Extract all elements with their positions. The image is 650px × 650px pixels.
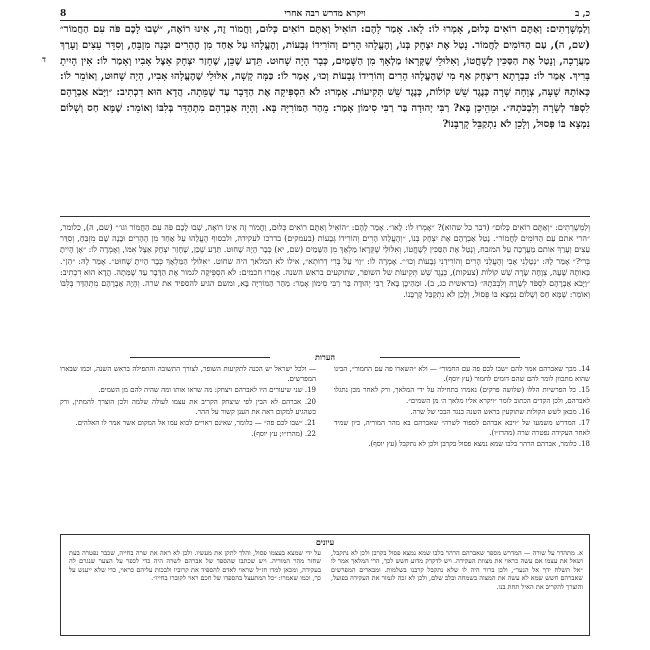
iyunim-paragraph: א. מתהדר על שורה — המדרש מספר שאברהם הרהר בלבו שמא נמצא פסול בקרבן ולכן לא נתקבל, ושאל את עצמו אם עשה כראוי את מצוות העקידה. ויש לדקדק מדוע חשש לכך, הרי המלאך אמר לו ״אל תשלח ידך אל הנער״, ולכן ברור היה לו שלא נתקבל קרבנו בשלמות. ומבארים המפרשים שאברהם חשש שמא לא עשה את המצוה בשמחה ובלב שלם, ולכן לא זכה לגמור את העקידה בפועל, והוצרך להקריב את האיל תחת בנו. (331, 549, 583, 591)
main-text-block (60, 22, 590, 133)
note-item: 16. מכאן לשש הקולות שתוקעין בראש השנה כנגד הבכי של שרה. (410, 407, 590, 416)
running-header (60, 8, 590, 21)
note-item: 14. מכך שאברהם אמר להם ״שבו לכם פה עם החמור״ — ולא ״השארו פה עם החמור״, הבינו שהוא מתכוון לומר להם שהם דומים לחמור (עץ יוסף). (334, 365, 590, 384)
notes-column-right (334, 364, 590, 451)
note-item: 21. ״שבו לכם פה״ — כלומר, שאינם ראויים לבוא עמו אל המקום אשר אמר לו האלהים. (75, 419, 316, 428)
commentary-paragraph: וְלַמְשָׁרְתִים: ״וְאַתֶּם רוֹאִים כְּלוּם״ (דבר כל שהוא)? ״אָמְרוּ לוֹ: לָאו״. אָמַר לָהֶם: ״הוֹאִיל וְאַתֶּם רוֹאִים כְּלוּם, וַחֲמוֹר זֶה אֵינוֹ רוֹאֶה, שְׁבוּ לָכֶם פֹּה עִם הַחֲמוֹר וגו׳״ (שם, ה), כלומר, ״הרי אתם עַם הַדּוֹמִים לַחֲמוֹר״. נָטַל אַבְרָהָם אֶת יִצְחָק בְּנוֹ, ״וְהֶעֱלָהוּ הָרִים וְהוֹרִידוֹ גְּבָעוֹת (בעמקים) בדרכו לעקידה, ולבסוף הֶעֱלָהוּ עַל אַחַד מִן הֶהָרִים וּבָנָה שָׁם מִזְבֵּחַ, וְסִדֵּר עֵצִים וְעָרַךְ אותם מַעֲרָכָה עַל המזבח, וְנָטַל אֶת הַסַּכִּין לְשָׁחֳטוֹ, וְאִלּוּלֵי שֶׁקְּרָאוֹ מַלְאָךְ מִן הַשָּׁמַיִם (שם, יא) כְּבָר הָיָה שָׁחוּט. תֵּדַע שֶׁכֵּן, שֶׁחָזַר יִצְחָק אֵצֶל אִמּוֹ, וְאָמְרָה לוֹ: ״אָן הָיִיתָ בְּרִי?״ אָמַר לָהּ: ״נְטָלַנִי אָבִי וְהֶעֱלַנִי הָרִים וְהוֹרִידַנִי גְּבָעוֹת וְכוּ׳״. אָמְרָה לוֹ: ״וַוי עַל בְּרִי דְרוּתְא״, אילו לא המלאך היה שחוט. ״אִלּוּלֵי הַמַּלְאָךְ כְּבָר הָיִיתָ שָׁחוּט״. אָמַר לָהּ: ״הֵן״. בְּאוֹתָהּ שָׁעָה, צְוָחָה שָׂרָה שֵׁשׁ קוֹלוֹת (צעקות), כְּנֶגֶד שֵׁשׁ תְּקִיעוֹת של השופר, שתוקעים בראש השנה. אָמְרוּ חכמים: לֹא הִסְפִּיקָה לגמור אֶת הַדָּבָר עַד שֶׁמֵּתָה. הֲדָא הוּא דִכְתִיב: ״וַיָּבֹא אַבְרָהָם לִסְפֹּד לְשָׂרָה וְלִבְכֹּתָהּ״ (בראשית כג, ב). וּמֵהֵיכָן בָּא? רַבִּי יְהוּדָה בַּר רַבִּי סִימוֹן אָמַר: מֵהַר הַמּוֹרִיָּה בָּא, ומשם הגיע להספיד את שרה. וְהָיָה אַבְרָהָם מִתְהַדֵּר בְּלִבּוֹ וְאוֹמֵר: שֶׁמָּא חַס וְשָׁלוֹם נִמְצָא בּוֹ פְּסוּל, וְלָכֵן לֹא נִתְקַבֵּל קָרְבָּנוֹ. (60, 223, 590, 300)
iyunim-column-right (331, 549, 583, 591)
note-item: 18. כלומר, אברהם הרהר בלבו שמא נמצא פסול בקרבן ולכן לא נתקבל (עץ יוסף). (368, 440, 590, 449)
note-item: — ולכל ישראל יש הכנה לתקיעות השופר, לצורך התשובה והתפילה בראש השנה, וכמו שבארו המפרשים. (60, 365, 316, 384)
section-marker: ד (42, 54, 46, 64)
notes-title: הערות (270, 352, 380, 362)
iyunim-column-left (69, 549, 321, 583)
note-item: 20. אברהם לא הבין לפי שיצחק הקריב את עצמו לעולה שלמה ולכן הוצרך להמתין, ורק כשהגיע למקום ראה את הענן קשור על ההר. (60, 397, 316, 416)
divider-main-commentary (60, 216, 590, 217)
header-center-text: ויקרא מדרש רבה אחרי (284, 9, 366, 19)
commentary-block (60, 222, 590, 300)
notes-column-left (60, 364, 316, 440)
iyunim-title: עיונים (315, 537, 335, 547)
iyunim-paragraph: על ידי שמצא בעצמו פסול, והלך לתקן את מעשיו. ולכן לא ראה את שרה בחייה, שכבר נפטרה בעת שחזר מהר המוריה. ויש שכתבו שהספד של אברהם לשרה היה כדי לכפר על הצער שנגרם לה בעקידה, ומכאן למדו חז״ל שראוי לאדם להספיד את קרוביו ולבכות עליהם כראוי, כדי שלא ייענש על כך, וכמו שאמרו: ״כל המתעצל בהספדו של חכם ראוי לקוברו בחייו״. (69, 549, 321, 583)
note-item: 17. המדרש משמעו של ״ויבא אברהם לספוד לשרה״ שאברהם בא מהר המוריה, כיון שמיד לאחר העקידה נפטרה שרה (מהרז״ו). (334, 419, 590, 438)
page-number: 8 (60, 9, 67, 19)
iyunim-box (60, 534, 590, 636)
section-reference: כ, ב (574, 9, 590, 19)
note-item: 19. שני שיעורים היו לאברהם ויצחק: מה שראו אותו ומה שהיה להם מן השמים. (98, 386, 316, 395)
note-item: 15. כל הפרשיות הללו (שלושה פרקים) נאמרו בתחילה על ידי המלאך, ורק לאחר מכן נתגלו לאברהם, ולכן הקדים הכתוב לומר ״ויקרא אליו מלאך ה׳ מן השמים״. (334, 386, 590, 405)
note-item: 22. (מהרז״ו; עץ יוסף). (251, 430, 316, 439)
main-paragraph: וְלַמְשָׁרְתִים: וְאַתֶּם רוֹאִים כְּלוּם, אָמְרוּ לוֹ: לָאו. אָמַר לָהֶם: הוֹאִיל וְאַתֶּם רוֹאִים כְּלוּם, וַחֲמוֹר זֶה, אִינוּ רוֹאֶה, ״שְׁבוּ לָכֶם פֹּה עִם הַחֲמוֹר״ (שם, ה), עַם הַדּוֹמִים לַחֲמוֹר. נָטַל אֶת יִצְחָק בְּנוֹ, וְהֶעֱלָהוּ הָרִים וְהוֹרִידוֹ גְּבָעוֹת, וְהֶעֱלָהוּ עַל אַחַד מִן הֶהָרִים וּבָנָה מִזְבֵּחַ, וְסִדֵּר עֵצִים וְעָרַךְ מַעֲרָכָה, וְנָטַל אֶת הַסַּכִּין לְשָׁחֳטוֹ, וְאִלּוּלֵי שֶׁקְּרָאוֹ מַלְאָךְ מִן הַשָּׁמַיִם, כְּבָר הָיָה שָׁחוּט. תֵּדַע שֶׁכֵּן, שֶׁחָזַר יִצְחָק אֵצֶל אָבִיו וְאָמַר לוֹ: אִין הָיִיתָ בָּרִיךְ. אָמַר לוֹ: כִּבְרָתָא דִיצְחָק אַף מִי שֶׁהֶעֱלָהוּ הָרִים וְהוֹרִידוֹ גְּבָעוֹת וְכוּ׳, אָמַר לוֹ: כַּמָּה קָשָׁה, אִלּוּלֵי שֶׁהֶעֱלָהוּ אָבִיו, הָיָה שָׁחוּט, וְאוֹמֵר לוֹ: כְּאוֹתָהּ שָׁעָה, צְוָחָה שָׁרָה כְּנֶגֶד שֵׁשׁ קוֹלוֹת, כְּנֶגֶד שֵׁשׁ תְּקִיעוֹת. אָמְרוּ: לֹא הִסְפִּיקָה אֶת הַדָּבָר עַד שֶׁמֵּתָה. הֲדָא הוּא דִכְתִיב: ״וַיָּבֹא אַבְרָהָם לִסְפֹּד לְשָׂרָה וְלִבְכֹּתָהּ״. וּמֵהֵיכָן בָּא? רַבִּי יְהוּדָה בַּר רַבִּי סִימוֹן אָמַר: מֵהַר הַמּוֹרִיָּה בָּא. וְהָיָה אַבְרָהָם מִתְהַדֵּר בְּלִבּוֹ וְאוֹמֵר: שֶׁמָּא חַס וְשָׁלוֹם נִמְצָא בּוֹ פְּסוּל, וְלָכֵן לֹא נִתְקַבֵּל קָרְבָּנוֹ? (60, 24, 590, 130)
